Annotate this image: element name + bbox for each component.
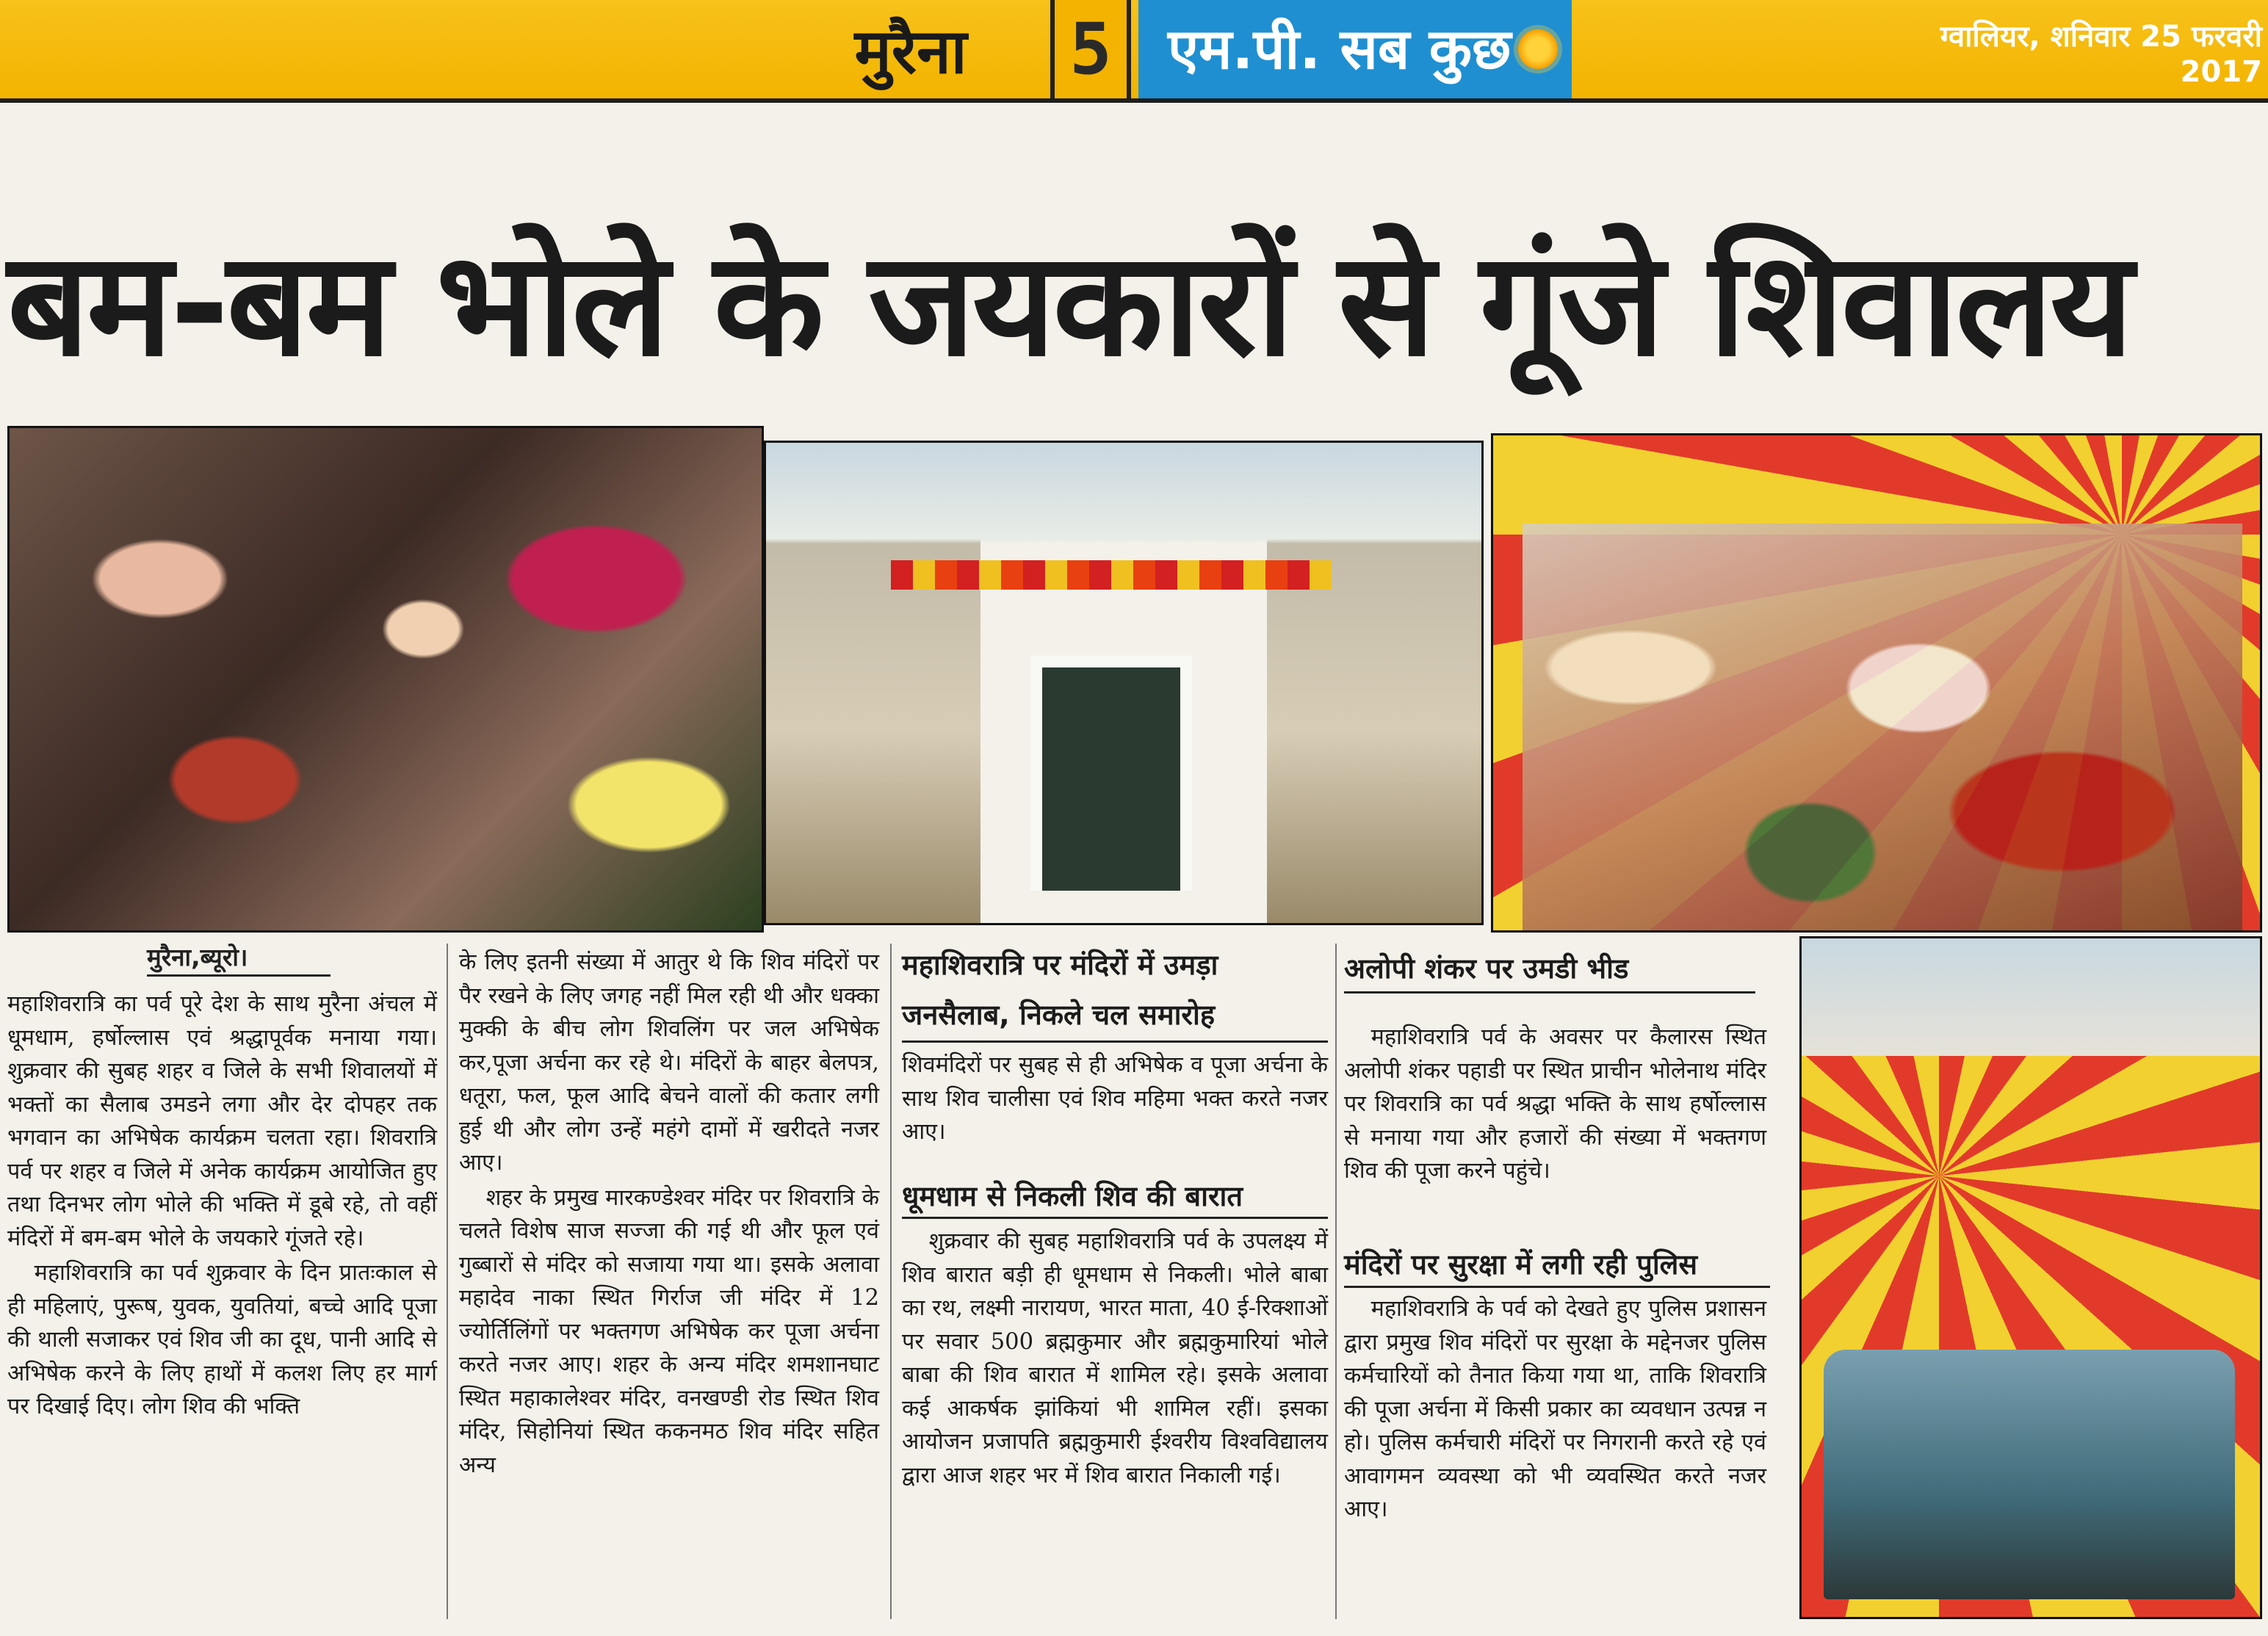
photo-shiv-puja — [1491, 433, 2262, 933]
main-headline: बम-बम भोले के जयकारों से गूंजे शिवालय — [7, 221, 2131, 388]
sun-icon — [1518, 29, 1558, 69]
section-brand — [1138, 0, 1572, 98]
crowd-body — [902, 1049, 1328, 1166]
paragraph: महाशिवरात्रि के पर्व को देखते हुए पुलिस प्रशासन द्वारा प्रमुख शिव मंदिरों पर सुरक्षा के मद्देनजर पुलिस कर्मचारियों को तैनात किया गया था, ताकि शिवरात्रि की पूजा अर्चना में किसी प्रकार का व्यवधान उत्पन्न न हो। पुलिस कर्मचारी मंदिरों पर निगरानी करते रहे एवं आवागमन व्यवस्था को भी व्यवस्थित करते नजर आए। — [1344, 1296, 1766, 1522]
article-column-1 — [7, 988, 437, 1634]
temple-bunting — [891, 560, 1332, 590]
alopi-body — [1344, 1021, 1766, 1219]
photo-shiv-barat-rickshaw — [1799, 936, 2262, 1619]
subheading-barat: धूमधाम से निकली शिव की बारात — [902, 1173, 1328, 1219]
police-body — [1344, 1292, 1766, 1615]
paragraph: महाशिवरात्रि का पर्व शुक्रवार के दिन प्रातःकाल से ही महिलाएं, पुरूष, युवक, युवतियां, बच्चे आदि पूजा की थाली सजाकर एवं शिव जी का दूध, पानी आदि से अभिषेक करने के लिए हाथों में कलश लिए हर मार्ग पर दिखाई दिए। लोग शिव की भक्ति — [7, 1260, 437, 1419]
photo-temple-shrine — [764, 441, 1484, 925]
subheading-crowd: महाशिवरात्रि पर मंदिरों में उमड़ा जनसैलाब, निकले चल समारोह — [902, 940, 1328, 1043]
byline: मुरैना,ब्यूरो। — [147, 938, 331, 977]
e-rickshaw — [1824, 1350, 2235, 1599]
photo-puja-people — [1523, 524, 2242, 933]
temple-shrine — [1030, 656, 1192, 891]
photo-devotees-abhishek — [7, 426, 764, 933]
page-number: 5 — [1050, 0, 1131, 98]
subheading-police: मंदिरों पर सुरक्षा में लगी रही पुलिस — [1344, 1241, 1770, 1288]
article-column-2 — [459, 946, 879, 1621]
column-divider — [447, 944, 448, 1619]
column-divider — [1335, 944, 1337, 1619]
paragraph: शहर के प्रमुख मारकण्डेश्वर मंदिर पर शिवरात्रि के चलते विशेष साज सज्जा की गई थी और फूल एवं गुब्बारों से मंदिर को सजाया गया था। इसके अलावा महादेव नाका स्थित गिर्राज जी मंदिर में 12 ज्योर्तिलिंगों पर भक्तगण अभिषेक कर पूजा अर्चना करते नजर आए। शहर के अन्य मंदिर शमशानघाट स्थित महाकालेश्वर मंदिर, वनखण्डी रोड स्थित शिव मंदिर, सिहोनियां स्थित ककनमठ शिव मंदिर सहित अन्य — [459, 1184, 879, 1478]
header-city: मुरैना — [854, 15, 967, 87]
page-header — [0, 0, 2268, 103]
column-divider — [890, 944, 892, 1619]
paragraph: के लिए इतनी संख्या में आतुर थे कि शिव मंदिरों पर पैर रखने के लिए जगह नहीं मिल रही थी और धक्का मुक्की के बीच लोग शिवलिंग पर जल अभिषेक कर,पूजा अर्चना कर रहे थे। मंदिरों के बाहर बेलपत्र, धतूरा, फल, फूल आदि बेचने वालों की कतार लगी हुई थी और लोग उन्हें महंगे दामों में खरीदते नजर आए। — [459, 949, 879, 1176]
dateline: ग्वालियर, शनिवार 25 फरवरी 2017 — [1940, 20, 2262, 89]
barat-body — [902, 1225, 1328, 1607]
paragraph: महाशिवरात्रि का पर्व पूरे देश के साथ मुरैना अंचल में धूमधाम, हर्षोल्लास एवं श्रद्धापूर्वक मनाया गया। शुक्रवार की सुबह शहर व जिले के सभी शिवालयों में भक्तों का सैलाब उमडने लगा और देर दोपहर तक भगवान का अभिषेक कार्यक्रम चलता रहा। शिवरात्रि पर्व पर शहर व जिले में अनेक कार्यक्रम आयोजित हुए तथा दिनभर लोग भोले की भक्ति में डूबे रहे, तो वहीं मंदिरों में बम-बम भोले के जयकारे गूंजते रहे। — [7, 991, 437, 1251]
photo-sky — [1802, 938, 2262, 1056]
subheading-alopi: अलोपी शंकर पर उमडी भीड — [1344, 944, 1755, 993]
paragraph: शिवमंदिरों पर सुबह से ही अभिषेक व पूजा अर्चना के साथ शिव चालीसा एवं शिव महिमा भक्त करते नजर आए। — [902, 1052, 1328, 1145]
paragraph: शुक्रवार की सुबह महाशिवरात्रि पर्व के उपलक्ष्य में शिव बारात बड़ी ही धूमधाम से निकली। भोले बाबा का रथ, लक्ष्मी नारायण, भारत माता, 40 ई-रिक्शाओं पर सवार 500 ब्रह्मकुमार और ब्रह्मकुमारियां भोले बाबा की शिव बारात में शामिल रहे। इसके अलावा कई आकर्षक झांकियां भी शामिल रहीं। इसका आयोजन प्रजापति ब्रह्मकुमारी ईश्वरीय विश्वविद्यालय द्वारा आज शहर भर में शिव बारात निकाली गई। — [902, 1228, 1328, 1488]
paragraph: महाशिवरात्रि पर्व के अवसर पर कैलारस स्थित अलोपी शंकर पहाडी पर स्थित प्राचीन भोलेनाथ मंदिर पर शिवरात्रि का पर्व श्रद्धा भक्ति के साथ हर्षोल्लास से मनाया गया और हजारों की संख्या में भक्तगण शिव की पूजा करने पहुंचे। — [1344, 1024, 1766, 1184]
brand-label: एम.पी. सब कुछ — [1168, 16, 1512, 82]
